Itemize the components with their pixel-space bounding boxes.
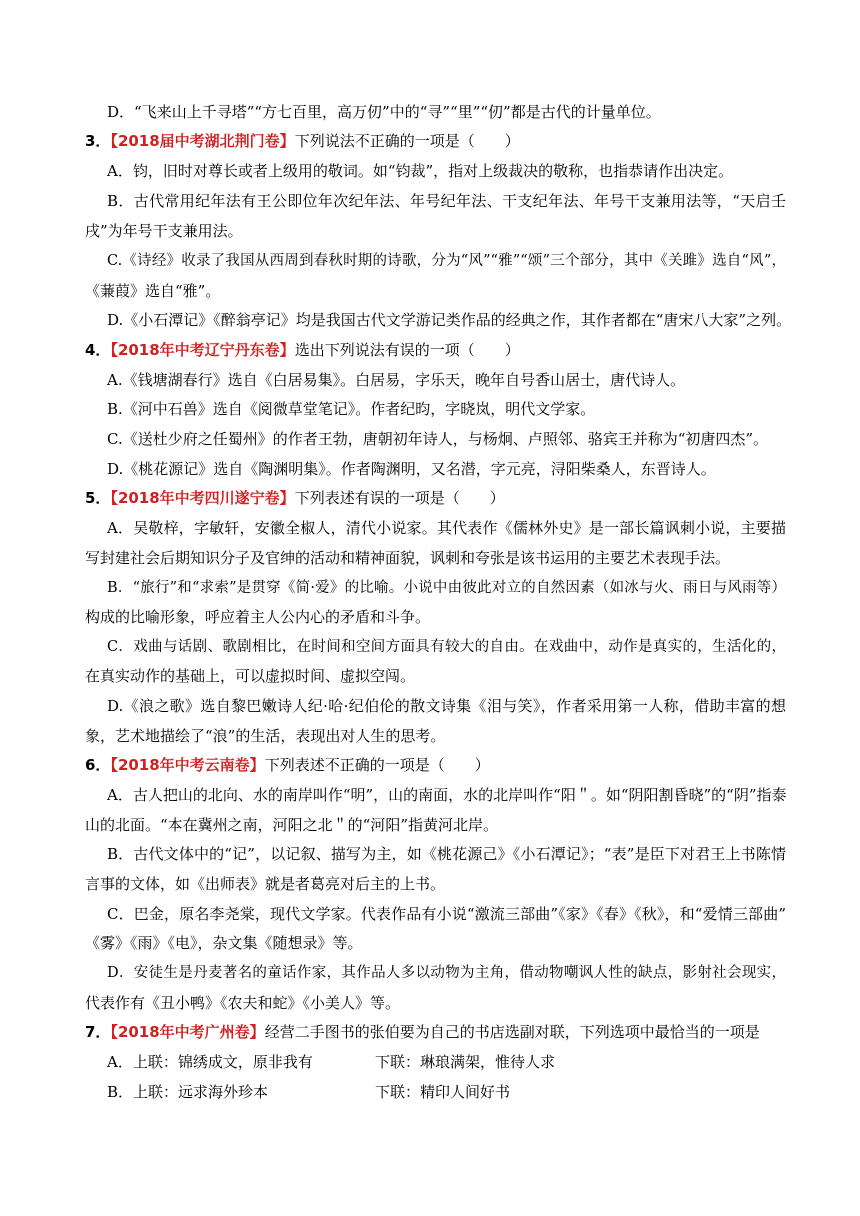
q4-option-d: D.《桃花源记》选自《陶渊明集》。作者陶渊明，又名潜，字元亮，浔阳柴桑人，东晋诗人。	[107, 460, 716, 478]
q5-option-b-line2: 构成的比喻形象，呼应着主人公内心的矛盾和斗争。	[85, 608, 431, 626]
q5-option-c-line1: C．戏曲与话剧、歌剧相比，在时间和空间方面具有较大的自由。在戏曲中，动作是真实的，生活化的，	[107, 639, 786, 655]
q3-option-d: D.《小石潭记》《醉翁亭记》均是我国古代文学游记类作品的经典之作，其作者都在“唐宋八大家”之列。	[107, 311, 792, 329]
q6-option-a-line2: 山的北面。“本在冀州之南，河阳之北＂的“河阳”指黄河北岸。	[85, 816, 499, 834]
q5-option-b-line1: B．“旅行”和“求索”是贯穿《简·爱》的比喻。小说中由彼此对立的自然因素（如冰与火、雨日与风雨等）	[107, 580, 786, 596]
q5-option-d-line1: D.《浪之歌》选自黎巴嫩诗人纪·哈·纪伯伦的散文诗集《泪与笑》，作者采用第一人称，借助丰富的想	[107, 697, 786, 715]
question-source-tag: 【2018届中考湖北荆门卷】	[110, 132, 295, 150]
couplet-upper: B．上联：远求海外珍本	[107, 1083, 269, 1101]
q6-option-b-line2: 言事的文体，如《出师表》就是者葛亮对后主的上书。	[85, 875, 446, 893]
couplet-lower: 下联：精印人间好书	[375, 1083, 511, 1101]
question-text: 选出下列说法有误的一项（ ）	[294, 341, 520, 359]
q3-option-a: A．钧，旧时对尊长或者上级用的敬词。如“钧裁”，指对上级裁决的敬称，也指恭请作出决定。	[107, 162, 734, 180]
q6-option-a-line1: A．古人把山的北向、水的南岸叫作“明”，山的南面，水的北岸叫作“阳＂。如“阴阳割昏晓”的“阴”指泰	[107, 786, 787, 804]
q3-stem	[85, 129, 785, 153]
q4-stem	[85, 338, 785, 362]
question-number: 4．	[85, 341, 111, 359]
q5-option-a-line2: 写封建社会后期知识分子及官绅的活动和精神面貌，讽刺和夸张是该书运用的主要艺术表现手法。	[85, 549, 731, 567]
couplet-lower: 下联：琳琅满架，惟待人求	[375, 1053, 556, 1071]
q6-option-d-line2: 代表作有《丑小鸭》《农夫和蛇》《小美人》等。	[85, 994, 401, 1012]
question-source-tag: 【2018年中考辽宁丹东卷】	[110, 341, 295, 359]
q3-option-b-line2: 戌”为年号干支兼用法。	[85, 222, 243, 240]
question-source-tag: 【2018年中考云南卷】	[110, 756, 265, 774]
q6-stem	[85, 753, 785, 777]
q4-option-c: C.《送杜少府之任蜀州》的作者王勃，唐朝初年诗人，与杨炯、卢照邻、骆宾王并称为“初唐四杰”。	[107, 430, 769, 448]
question-source-tag: 【2018年中考广州卷】	[110, 1023, 265, 1041]
q3-option-c-line1: C.《诗经》收录了我国从西周到春秋时期的诗歌，分为“风”“雅”“颂”三个部分，其中《关雎》选自“风”，	[107, 253, 786, 269]
q3-option-c-line2: 《蒹葭》选自“雅”。	[85, 282, 221, 300]
q7-option-b	[107, 1080, 807, 1104]
q7-option-a	[107, 1050, 807, 1074]
q6-option-b-line1: B．古代文体中的“记”，以记叙、描写为主，如《桃花源己》《小石潭记》；“表”是臣下对君王上书陈情	[107, 845, 786, 863]
q5-option-c-line2: 在真实动作的基础上，可以虚拟时间、虚拟空闯。	[85, 667, 416, 685]
question-text: 下列说法不正确的一项是（ ）	[294, 132, 520, 150]
question-number: 5．	[85, 489, 111, 507]
q4-option-a: A.《钱塘湖春行》选自《白居易集》。白居易，字乐天，晚年自号香山居士，唐代诗人。	[107, 371, 686, 389]
question-number: 3．	[85, 132, 111, 150]
couplet-upper: A．上联：锦绣成文，原非我有	[107, 1053, 313, 1071]
q3-option-b-line1: B．古代常用纪年法有王公即位年次纪年法、年号纪年法、干支纪年法、年号干支兼用法等，“天启壬	[107, 192, 786, 210]
q5-stem	[85, 486, 785, 510]
question-number: 7．	[85, 1023, 111, 1041]
question-text: 下列表述有误的一项是（ ）	[294, 489, 505, 507]
q4-option-b: B.《河中石兽》选自《阅微草堂笔记》。作者纪昀，字晓岚，明代文学家。	[107, 400, 596, 418]
question-text: 下列表述不正确的一项是（ ）	[264, 756, 490, 774]
question-source-tag: 【2018年中考四川遂宁卷】	[110, 489, 295, 507]
q5-option-a-line1: A．吴敬梓，字敏轩，安徽全椒人，清代小说家。其代表作《儒林外史》是一部长篇讽刺小说，主要描	[107, 519, 786, 537]
q5-option-d-line2: 象，艺术地描绘了“浪”的生活，表现出对人生的思考。	[85, 727, 446, 745]
question-number: 6．	[85, 756, 111, 774]
q6-option-c-line1: C．巴金，原名李尧棠，现代文学家。代表作品有小说“激流三部曲”《家》《春》《秋》，和“爱情三部曲”	[107, 905, 786, 923]
q7-stem	[85, 1020, 785, 1044]
q6-option-d-line1: D．安徒生是丹麦著名的童话作家，其作品人多以动物为主角，借动物嘲讽人性的缺点，影射社会现实，	[107, 965, 786, 981]
q6-option-c-line2: 《雾》《雨》《电》，杂文集《随想录》等。	[85, 934, 363, 952]
q2-option-d: D．“飞来山上千寻塔”“方七百里，高万仞”中的“寻”“里”“仞”都是古代的计量单位。	[107, 103, 661, 121]
question-text: 经营二手图书的张伯要为自己的书店选副对联，下列选项中最恰当的一项是	[264, 1023, 760, 1041]
